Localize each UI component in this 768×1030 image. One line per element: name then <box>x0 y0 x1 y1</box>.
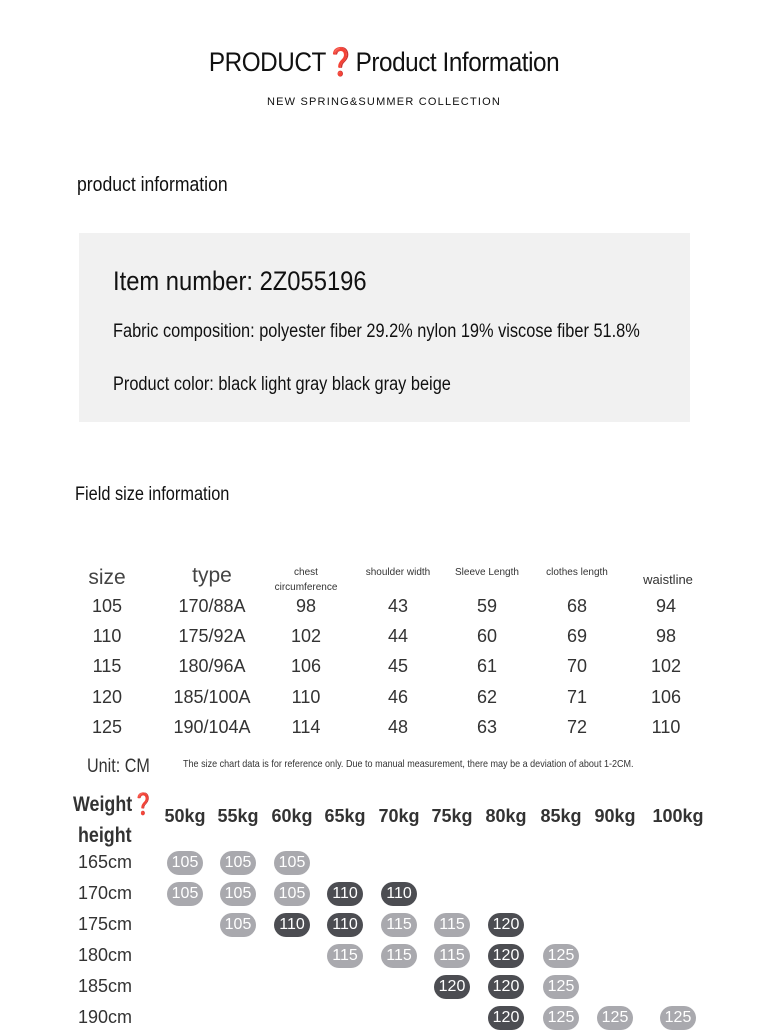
size-recommendation-pill: 105 <box>220 851 256 875</box>
size-table-cell: 102 <box>290 626 322 647</box>
height-row-label: 185cm <box>78 976 133 996</box>
size-table-cell: 43 <box>387 596 409 616</box>
size-recommendation-pill: 125 <box>660 1006 696 1030</box>
size-recommendation-pill: 115 <box>381 913 417 937</box>
page-title: PRODUCT❓Product Information <box>208 47 560 77</box>
size-recommendation-pill: 120 <box>434 975 470 999</box>
clothes-length-header: clothes length <box>546 567 608 578</box>
fabric-composition: Fabric composition: polyester fiber 29.2% nylon 19% viscose fiber 51.8% <box>113 321 640 342</box>
size-recommendation-pill: 110 <box>381 882 417 906</box>
size-table-cell: 94 <box>655 596 677 616</box>
size-table-cell: 72 <box>566 716 588 737</box>
weight-column-header: 75kg <box>431 806 473 826</box>
size-recommendation-pill: 115 <box>327 944 363 968</box>
size-table-cell: 62 <box>476 686 498 707</box>
size-recommendation-pill: 115 <box>434 944 470 968</box>
weight-column-header: 90kg <box>594 806 636 826</box>
size-recommendation-pill: 110 <box>327 882 363 906</box>
size-info-heading: Field size information <box>75 484 230 505</box>
size-table-cell: 170/88A <box>178 596 246 616</box>
size-table-cell: 69 <box>566 626 588 647</box>
size-table-cell: 106 <box>650 686 682 707</box>
size-table-cell: 175/92A <box>178 626 246 647</box>
size-table-cell: 190/104A <box>173 716 251 737</box>
size-table-cell: 120 <box>91 686 123 707</box>
size-table-cell: 98 <box>655 626 677 647</box>
product-info-heading: product information <box>77 174 228 196</box>
size-recommendation-pill: 125 <box>543 1006 579 1030</box>
size-table-cell: 71 <box>566 686 588 707</box>
size-recommendation-pill: 120 <box>488 944 524 968</box>
size-recommendation-pill: 105 <box>274 851 310 875</box>
size-table-cell: 45 <box>387 656 409 677</box>
page-subtitle: NEW SPRING&SUMMER COLLECTION <box>266 96 502 108</box>
weight-corner-label: Weight❓ <box>73 793 155 816</box>
chest-header: chest circumference <box>274 567 338 593</box>
size-table-cell: 68 <box>566 596 588 616</box>
size-table-cell: 63 <box>476 716 498 737</box>
size-table-cell: 110 <box>651 716 681 737</box>
weight-column-header: 100kg <box>652 806 704 826</box>
size-recommendation-pill: 105 <box>220 913 256 937</box>
weight-column-header: 85kg <box>540 806 582 826</box>
size-table-cell: 46 <box>387 686 409 707</box>
size-recommendation-pill: 125 <box>543 944 579 968</box>
size-table-cell: 125 <box>91 716 123 737</box>
size-table-cell: 59 <box>476 596 498 616</box>
size-recommendation-pill: 120 <box>488 1006 524 1030</box>
size-table-cell: 110 <box>291 686 321 707</box>
size-recommendation-pill: 105 <box>274 882 310 906</box>
size-table-cell: 105 <box>91 596 123 616</box>
size-recommendation-pill: 105 <box>167 882 203 906</box>
weight-column-header: 60kg <box>271 806 313 826</box>
size-recommendation-pill: 105 <box>167 851 203 875</box>
size-table-cell: 61 <box>476 656 498 677</box>
weight-column-header: 80kg <box>485 806 527 826</box>
size-header: size <box>88 566 126 589</box>
weight-column-header: 55kg <box>217 806 259 826</box>
size-table-cell: 48 <box>387 716 409 737</box>
size-table-cell: 115 <box>92 656 122 677</box>
unit-label: Unit: CM <box>87 756 150 777</box>
weight-column-header: 65kg <box>324 806 366 826</box>
height-row-label: 165cm <box>78 852 133 872</box>
height-corner-label: height <box>78 824 132 847</box>
size-recommendation-pill: 120 <box>488 913 524 937</box>
size-table-cell: 185/100A <box>173 686 251 707</box>
size-recommendation-pill: 115 <box>434 913 470 937</box>
height-row-label: 170cm <box>78 883 133 903</box>
size-table-cell: 114 <box>291 716 321 737</box>
size-recommendation-pill: 105 <box>220 882 256 906</box>
sleeve-header: Sleeve Length <box>455 567 519 578</box>
weight-column-header: 50kg <box>164 806 206 826</box>
size-recommendation-pill: 125 <box>543 975 579 999</box>
size-table-cell: 44 <box>387 626 409 647</box>
height-row-label: 175cm <box>78 914 133 934</box>
size-table-cell: 102 <box>650 656 682 677</box>
size-note: The size chart data is for reference only. Due to manual measurement, there may be a deviation of about 1-2CM. <box>183 758 634 770</box>
size-table-cell: 60 <box>476 626 498 647</box>
size-recommendation-pill: 125 <box>597 1006 633 1030</box>
height-row-label: 180cm <box>78 945 133 965</box>
size-recommendation-pill: 110 <box>274 913 310 937</box>
waistline-header: waistline <box>643 572 693 587</box>
weight-column-header: 70kg <box>378 806 420 826</box>
item-number: Item number: 2Z055196 <box>113 266 367 296</box>
product-color: Product color: black light gray black gray beige <box>113 374 451 395</box>
shoulder-header: shoulder width <box>365 567 431 578</box>
size-table-cell: 98 <box>295 596 317 616</box>
type-header: type <box>192 564 232 587</box>
size-table-cell: 106 <box>290 656 322 677</box>
height-row-label: 190cm <box>78 1007 133 1027</box>
size-recommendation-pill: 110 <box>327 913 363 937</box>
size-table-cell: 110 <box>92 626 122 647</box>
size-table-cell: 70 <box>566 656 588 677</box>
size-recommendation-pill: 115 <box>381 944 417 968</box>
size-table-cell: 180/96A <box>178 656 246 677</box>
size-recommendation-pill: 120 <box>488 975 524 999</box>
